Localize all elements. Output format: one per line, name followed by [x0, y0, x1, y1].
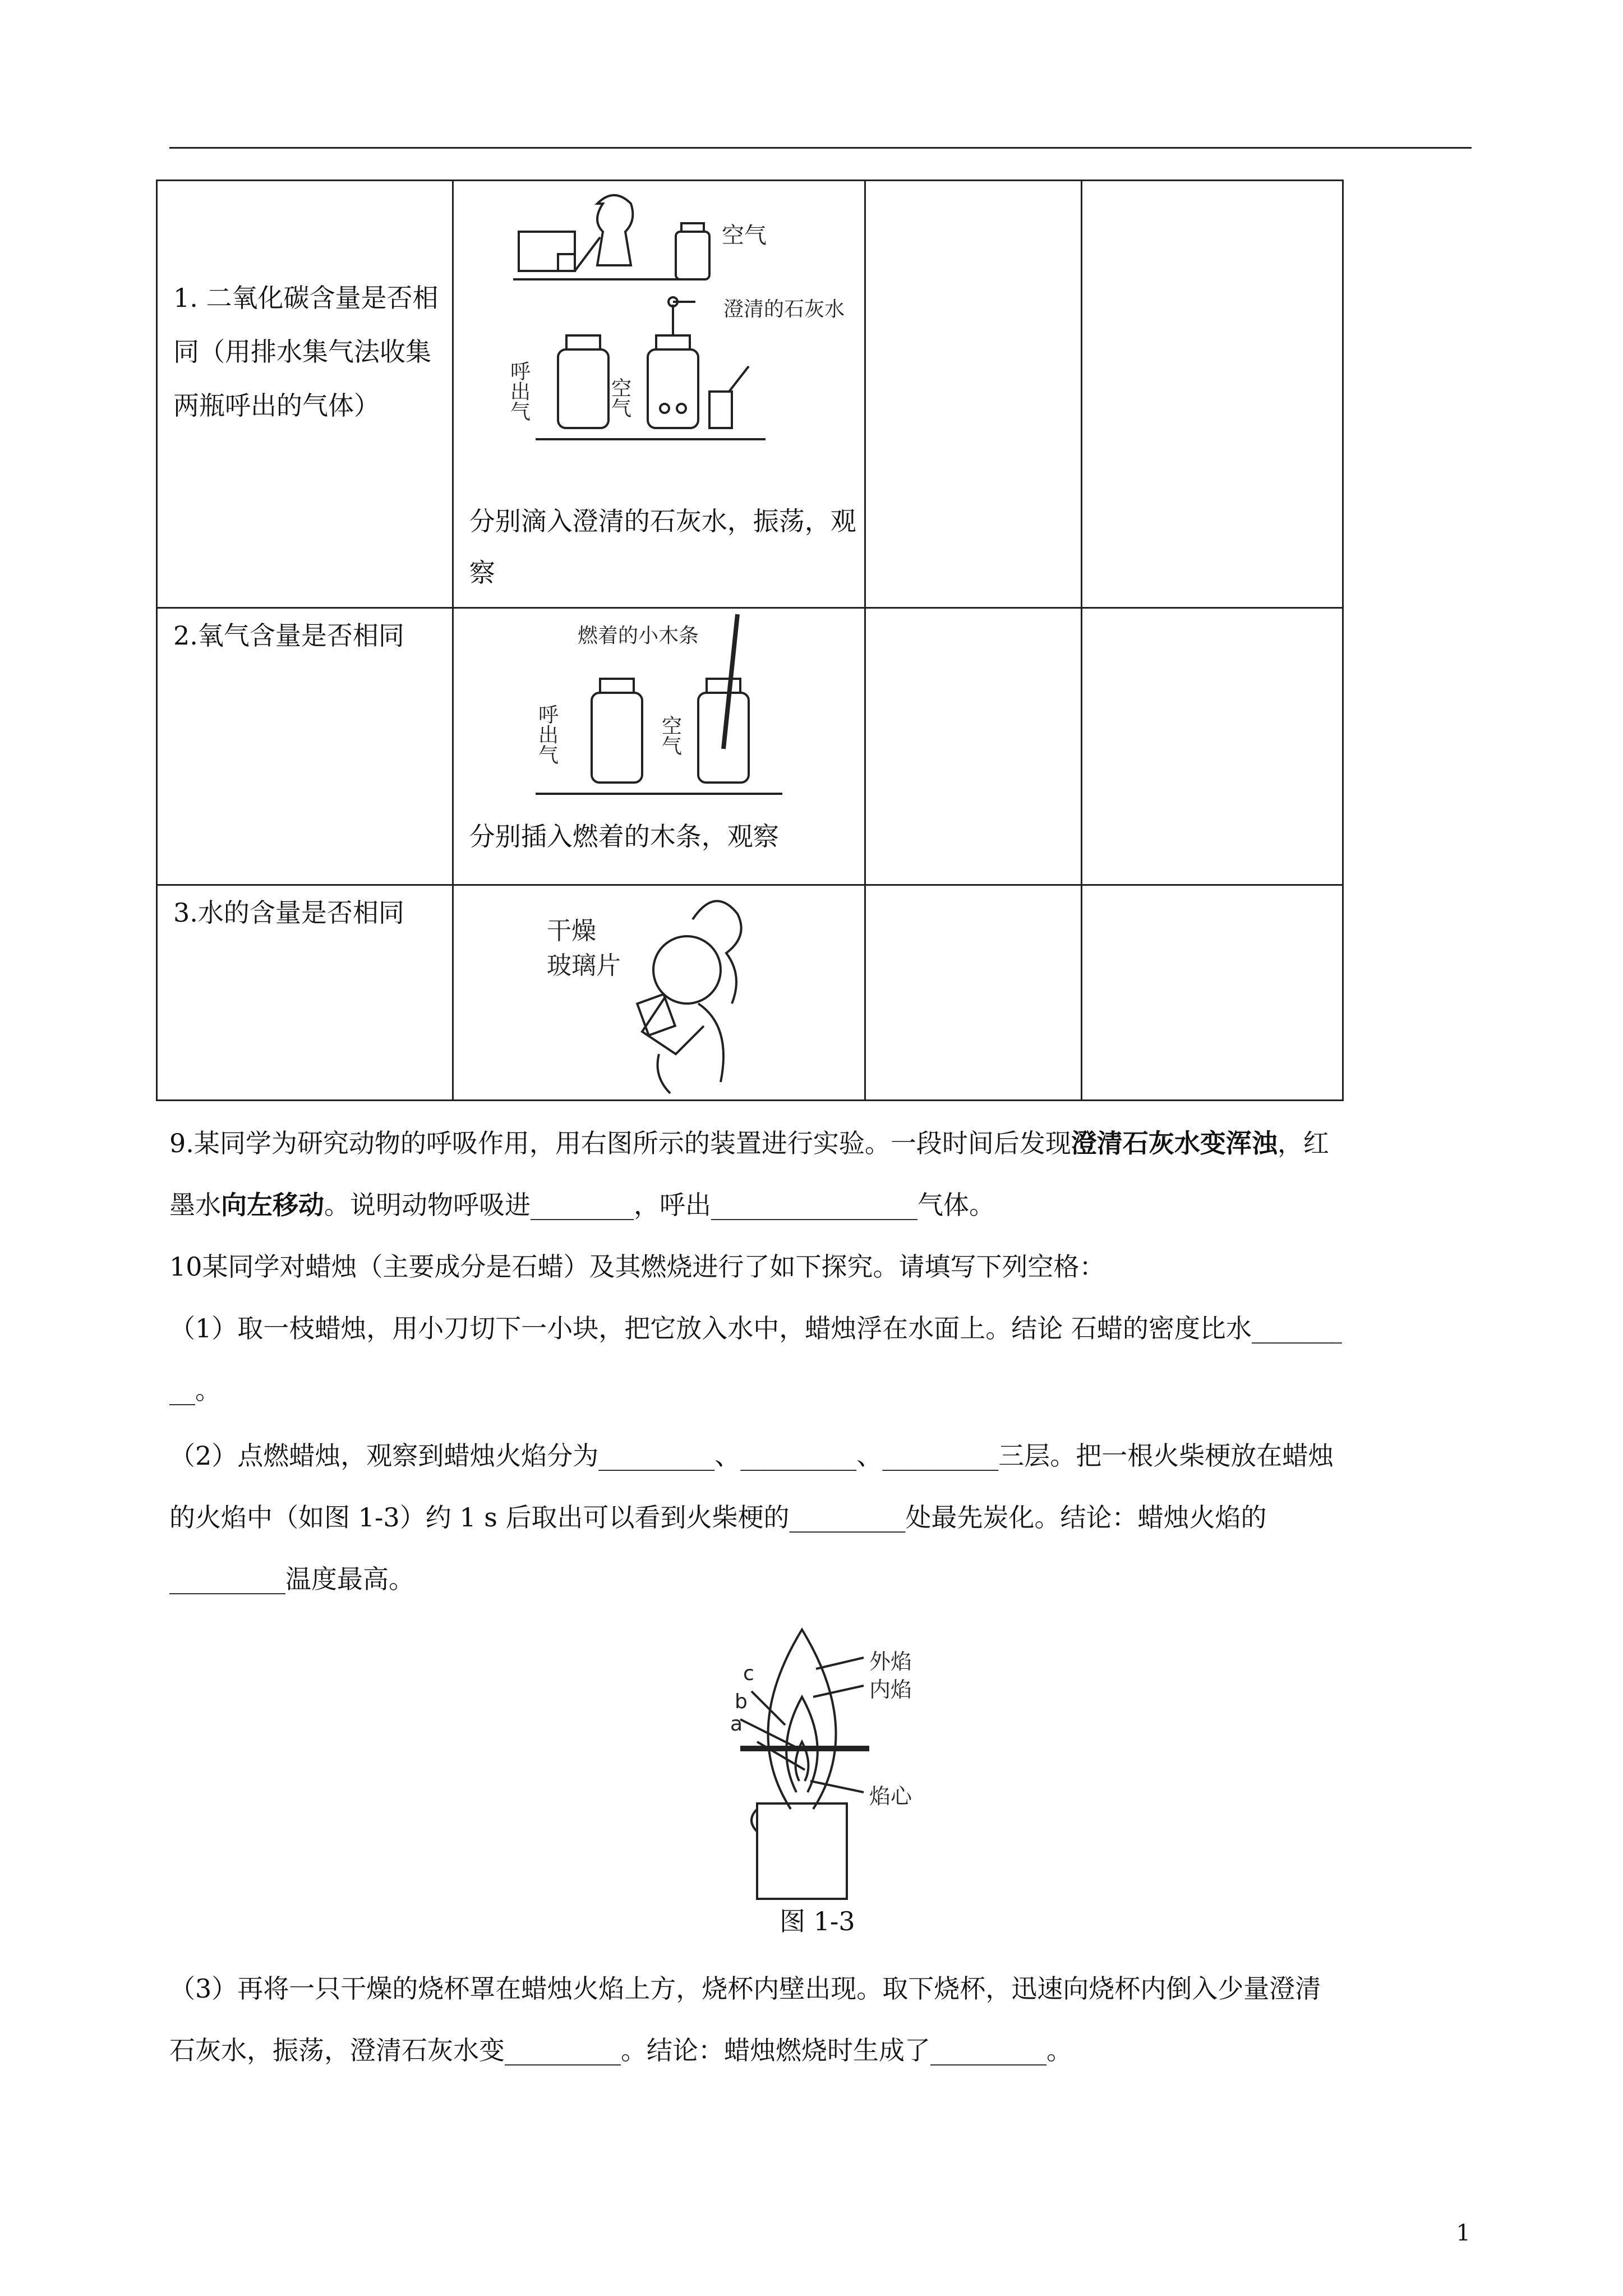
inner-flame-label: 内焰 — [869, 1677, 912, 1702]
q9-line1 — [169, 1126, 1472, 1160]
table-cell-item — [157, 181, 453, 608]
point-a-label: a — [730, 1713, 743, 1736]
q9-text: ，红 — [1277, 1128, 1329, 1158]
point-b-label: b — [735, 1690, 748, 1713]
q10-p2-line2: 的火焰中（如图 1-3）约 1 s 后取出可以看到火柴梗的_________处最先炭化。结论：蜡烛火焰的 — [169, 1502, 1267, 1533]
table-row — [157, 181, 1343, 608]
q9-bold-text: 向左移动 — [221, 1190, 324, 1220]
header-rule — [169, 147, 1472, 149]
table-cell-blank — [1082, 181, 1343, 608]
table-cell-method — [453, 181, 865, 608]
exhaled-label: 呼出气 — [507, 361, 531, 421]
q10-p3-line2: 石灰水，振荡，澄清石灰水变_________。结论：蜡烛燃烧时生成了_________。 — [169, 2035, 1072, 2065]
method-text: 分别插入燃着的木条，观察 — [469, 821, 779, 852]
outer-flame-label: 外焰 — [869, 1649, 912, 1674]
table-cell-blank — [865, 885, 1082, 1101]
stick-label: 燃着的小木条 — [577, 624, 699, 647]
exhaled-label: 呼出气 — [535, 704, 559, 765]
point-c-label: c — [743, 1662, 754, 1685]
table-cell-blank — [865, 181, 1082, 608]
table-cell-method — [453, 608, 865, 885]
page-number: 1 — [1456, 2220, 1470, 2246]
table-row — [157, 608, 1343, 885]
air-label: 空气 — [658, 715, 682, 756]
q9-bold-text: 澄清石灰水变浑浊 — [1071, 1128, 1278, 1158]
candle-flame-figure — [695, 1624, 942, 1904]
q9-text: 。说明动物呼吸进________，呼出________________气体。 — [324, 1190, 995, 1220]
item-text: 3.水的含量是否相同 — [173, 898, 404, 928]
table-row — [157, 885, 1343, 1101]
q9-text: 墨水 — [169, 1190, 221, 1220]
q10-intro: 10某同学对蜡烛（主要成分是石蜡）及其燃烧进行了如下探究。请填写下列空格： — [169, 1251, 1105, 1282]
item-text: 1. 二氧化碳含量是否相同（用排水集气法收集两瓶呼出的气体） — [173, 283, 439, 421]
table-cell-item — [157, 885, 453, 1101]
method-text: 分别滴入澄清的石灰水，振荡，观察 — [469, 506, 856, 588]
q10-p3-line1: （3）再将一只干燥的烧杯罩在蜡烛火焰上方，烧杯内壁出现。取下烧杯，迅速向烧杯内倒入少量澄清 — [169, 1973, 1321, 2004]
air-top-label: 空气 — [721, 223, 767, 249]
table-cell-blank — [865, 608, 1082, 885]
experiment-table — [156, 180, 1344, 1101]
core-flame-label: 焰心 — [869, 1784, 912, 1809]
figure-caption: 图 1-3 — [780, 1906, 855, 1936]
q10-p2-line3: _________温度最高。 — [169, 1564, 414, 1594]
air-label: 空气 — [608, 378, 631, 418]
q10-p1-line2: __。 — [169, 1375, 221, 1405]
q10-p2-line1: （2）点燃蜡烛，观察到蜡烛火焰分为_________、_________、_________三层。把一根火柴梗放在蜡烛 — [169, 1441, 1334, 1471]
glass-label — [547, 917, 621, 980]
table-cell-item — [157, 608, 453, 885]
water-test-figure — [513, 886, 805, 1093]
limewater-label: 澄清的石灰水 — [723, 298, 845, 321]
item-text: 2.氧气含量是否相同 — [173, 620, 404, 651]
q9-text: 9.某同学为研究动物的呼吸作用，用右图所示的装置进行实验。一段时间后发现 — [169, 1128, 1071, 1158]
table-cell-blank — [1082, 885, 1343, 1101]
table-cell-blank — [1082, 608, 1343, 885]
q10-p1-line1: （1）取一枝蜡烛，用小刀切下一小块，把它放入水中，蜡烛浮在水面上。结论 石蜡的密度比水_______ — [169, 1313, 1342, 1343]
co2-test-figure — [502, 181, 845, 495]
glass-label-line: 玻璃片 — [546, 951, 621, 980]
o2-test-figure — [513, 609, 805, 811]
glass-label-line: 干燥 — [546, 917, 596, 945]
q9-line2 — [169, 1188, 1472, 1222]
table-cell-method — [453, 885, 865, 1101]
